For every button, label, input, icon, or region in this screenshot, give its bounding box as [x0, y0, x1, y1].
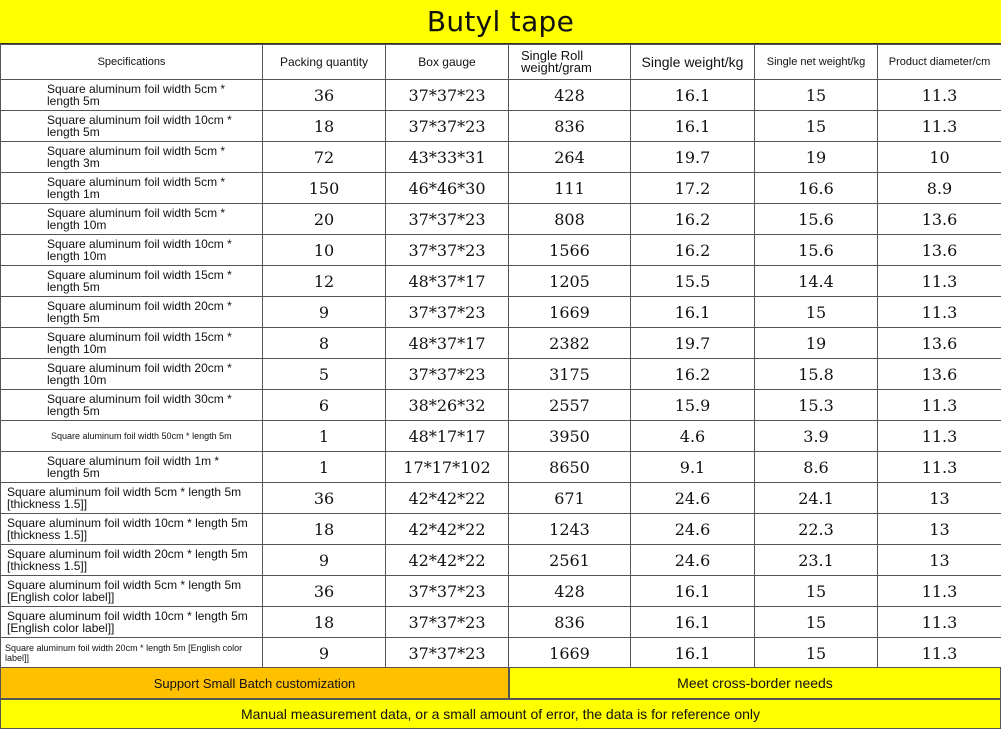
cell-specification: Square aluminum foil width 10cm * length 5m [thickness 1.5]] [1, 514, 263, 545]
cell-box: 37*37*23 [386, 297, 509, 328]
cell-box: 17*17*102 [386, 452, 509, 483]
cell-box: 46*46*30 [386, 173, 509, 204]
cell-specification: Square aluminum foil width 5cm * length 5m [thickness 1.5]] [1, 483, 263, 514]
cell-net: 15 [755, 80, 878, 111]
table-row [1, 111, 1001, 142]
cell-qty: 8 [263, 328, 386, 359]
table-row [1, 80, 1001, 111]
header-row [1, 45, 1001, 80]
page-title: Butyl tape [426, 5, 575, 38]
cell-diameter: 11.3 [878, 80, 1001, 111]
header-box-gauge: Box gauge [386, 45, 509, 80]
cell-roll: 836 [509, 111, 631, 142]
cell-weight: 19.7 [631, 328, 755, 359]
cell-diameter: 13.6 [878, 359, 1001, 390]
cell-qty: 9 [263, 545, 386, 576]
cell-qty: 12 [263, 266, 386, 297]
cell-weight: 16.1 [631, 638, 755, 669]
cell-net: 14.4 [755, 266, 878, 297]
cell-weight: 24.6 [631, 545, 755, 576]
cell-box: 37*37*23 [386, 80, 509, 111]
table-row [1, 390, 1001, 421]
cell-diameter: 8.9 [878, 173, 1001, 204]
cell-box: 48*37*17 [386, 266, 509, 297]
header-specifications: Specifications [1, 45, 263, 80]
cell-roll: 1566 [509, 235, 631, 266]
cell-qty: 36 [263, 483, 386, 514]
footer-cross-border: Meet cross-border needs [509, 667, 1001, 699]
cell-qty: 9 [263, 297, 386, 328]
cell-weight: 16.2 [631, 235, 755, 266]
table-body [1, 80, 1001, 669]
cell-qty: 36 [263, 80, 386, 111]
cell-box: 48*17*17 [386, 421, 509, 452]
cell-box: 37*37*23 [386, 638, 509, 669]
cell-weight: 24.6 [631, 514, 755, 545]
cell-weight: 4.6 [631, 421, 755, 452]
cell-roll: 428 [509, 576, 631, 607]
cell-roll: 2561 [509, 545, 631, 576]
table-row [1, 328, 1001, 359]
cell-specification: Square aluminum foil width 5cm * length 3m [1, 142, 263, 173]
cell-roll: 671 [509, 483, 631, 514]
cell-net: 15.6 [755, 204, 878, 235]
cell-weight: 16.1 [631, 607, 755, 638]
cell-roll: 3950 [509, 421, 631, 452]
cell-weight: 16.2 [631, 359, 755, 390]
table-row [1, 638, 1001, 669]
cell-specification: Square aluminum foil width 50cm * length 5m [1, 421, 263, 452]
cell-net: 15.3 [755, 390, 878, 421]
cell-roll: 836 [509, 607, 631, 638]
table-row [1, 421, 1001, 452]
table-row [1, 266, 1001, 297]
cell-net: 8.6 [755, 452, 878, 483]
cell-specification: Square aluminum foil width 20cm * length 5m [English color label]] [1, 638, 263, 669]
cell-qty: 18 [263, 514, 386, 545]
cell-specification: Square aluminum foil width 15cm * length 5m [1, 266, 263, 297]
cell-diameter: 13 [878, 483, 1001, 514]
cell-weight: 16.1 [631, 111, 755, 142]
cell-net: 15 [755, 111, 878, 142]
cell-net: 15 [755, 638, 878, 669]
table-row [1, 483, 1001, 514]
cell-qty: 6 [263, 390, 386, 421]
cell-weight: 16.1 [631, 80, 755, 111]
title-bar [0, 0, 1001, 44]
table-row [1, 173, 1001, 204]
table-row [1, 452, 1001, 483]
cell-box: 37*37*23 [386, 111, 509, 142]
cell-box: 37*37*23 [386, 359, 509, 390]
header-single-roll-weight: Single Roll weight/gram [509, 45, 631, 80]
table-row [1, 607, 1001, 638]
cell-diameter: 13.6 [878, 204, 1001, 235]
cell-diameter: 11.3 [878, 390, 1001, 421]
cell-weight: 16.1 [631, 297, 755, 328]
header-packing-quantity: Packing quantity [263, 45, 386, 80]
cell-box: 37*37*23 [386, 235, 509, 266]
cell-roll: 8650 [509, 452, 631, 483]
cell-weight: 9.1 [631, 452, 755, 483]
cell-net: 24.1 [755, 483, 878, 514]
cell-weight: 15.9 [631, 390, 755, 421]
cell-qty: 1 [263, 421, 386, 452]
cell-box: 42*42*22 [386, 545, 509, 576]
cell-specification: Square aluminum foil width 10cm * length 10m [1, 235, 263, 266]
cell-roll: 3175 [509, 359, 631, 390]
cell-specification: Square aluminum foil width 10cm * length 5m [English color label]] [1, 607, 263, 638]
spec-table [0, 44, 1001, 669]
cell-net: 15.8 [755, 359, 878, 390]
cell-qty: 150 [263, 173, 386, 204]
cell-diameter: 11.3 [878, 607, 1001, 638]
cell-net: 19 [755, 142, 878, 173]
cell-weight: 19.7 [631, 142, 755, 173]
cell-diameter: 11.3 [878, 266, 1001, 297]
cell-specification: Square aluminum foil width 5cm * length 5m [English color label]] [1, 576, 263, 607]
cell-net: 15 [755, 297, 878, 328]
cell-net: 3.9 [755, 421, 878, 452]
cell-qty: 36 [263, 576, 386, 607]
cell-box: 42*42*22 [386, 483, 509, 514]
cell-weight: 17.2 [631, 173, 755, 204]
cell-roll: 2557 [509, 390, 631, 421]
cell-box: 48*37*17 [386, 328, 509, 359]
cell-net: 15 [755, 607, 878, 638]
cell-weight: 16.2 [631, 204, 755, 235]
cell-diameter: 11.3 [878, 111, 1001, 142]
cell-diameter: 11.3 [878, 452, 1001, 483]
cell-diameter: 10 [878, 142, 1001, 173]
cell-roll: 428 [509, 80, 631, 111]
cell-specification: Square aluminum foil width 10cm * length 5m [1, 111, 263, 142]
cell-roll: 1205 [509, 266, 631, 297]
cell-diameter: 11.3 [878, 297, 1001, 328]
table-row [1, 297, 1001, 328]
cell-net: 22.3 [755, 514, 878, 545]
cell-net: 16.6 [755, 173, 878, 204]
cell-specification: Square aluminum foil width 15cm * length 10m [1, 328, 263, 359]
cell-specification: Square aluminum foil width 30cm * length 5m [1, 390, 263, 421]
cell-qty: 10 [263, 235, 386, 266]
cell-specification: Square aluminum foil width 20cm * length 5m [1, 297, 263, 328]
cell-qty: 72 [263, 142, 386, 173]
table-row [1, 576, 1001, 607]
cell-diameter: 13 [878, 545, 1001, 576]
cell-diameter: 11.3 [878, 638, 1001, 669]
cell-roll: 264 [509, 142, 631, 173]
cell-box: 37*37*23 [386, 607, 509, 638]
cell-roll: 111 [509, 173, 631, 204]
cell-net: 15.6 [755, 235, 878, 266]
cell-box: 38*26*32 [386, 390, 509, 421]
cell-qty: 1 [263, 452, 386, 483]
cell-net: 19 [755, 328, 878, 359]
cell-specification: Square aluminum foil width 1m * length 5m [1, 452, 263, 483]
footer-row [0, 667, 1001, 699]
cell-qty: 20 [263, 204, 386, 235]
header-single-net-weight: Single net weight/kg [755, 45, 878, 80]
cell-net: 15 [755, 576, 878, 607]
cell-weight: 15.5 [631, 266, 755, 297]
cell-diameter: 13.6 [878, 235, 1001, 266]
cell-roll: 2382 [509, 328, 631, 359]
header-product-diameter: Product diameter/cm [878, 45, 1001, 80]
cell-box: 43*33*31 [386, 142, 509, 173]
cell-qty: 18 [263, 607, 386, 638]
table-row [1, 359, 1001, 390]
cell-specification: Square aluminum foil width 5cm * length 5m [1, 80, 263, 111]
cell-box: 37*37*23 [386, 204, 509, 235]
cell-net: 23.1 [755, 545, 878, 576]
cell-diameter: 13.6 [878, 328, 1001, 359]
cell-weight: 24.6 [631, 483, 755, 514]
cell-weight: 16.1 [631, 576, 755, 607]
table-row [1, 545, 1001, 576]
cell-diameter: 11.3 [878, 576, 1001, 607]
table-row [1, 235, 1001, 266]
cell-qty: 18 [263, 111, 386, 142]
footer-customization: Support Small Batch customization [0, 667, 509, 699]
cell-specification: Square aluminum foil width 20cm * length 10m [1, 359, 263, 390]
cell-specification: Square aluminum foil width 5cm * length 1m [1, 173, 263, 204]
cell-roll: 1243 [509, 514, 631, 545]
header-single-weight: Single weight/kg [631, 45, 755, 80]
cell-box: 42*42*22 [386, 514, 509, 545]
cell-diameter: 11.3 [878, 421, 1001, 452]
cell-qty: 9 [263, 638, 386, 669]
reference-note: Manual measurement data, or a small amount of error, the data is for reference only [0, 699, 1001, 729]
cell-roll: 1669 [509, 297, 631, 328]
cell-roll: 1669 [509, 638, 631, 669]
cell-specification: Square aluminum foil width 20cm * length 5m [thickness 1.5]] [1, 545, 263, 576]
cell-qty: 5 [263, 359, 386, 390]
cell-roll: 808 [509, 204, 631, 235]
cell-box: 37*37*23 [386, 576, 509, 607]
table-row [1, 142, 1001, 173]
cell-diameter: 13 [878, 514, 1001, 545]
cell-specification: Square aluminum foil width 5cm * length 10m [1, 204, 263, 235]
table-row [1, 514, 1001, 545]
table-row [1, 204, 1001, 235]
